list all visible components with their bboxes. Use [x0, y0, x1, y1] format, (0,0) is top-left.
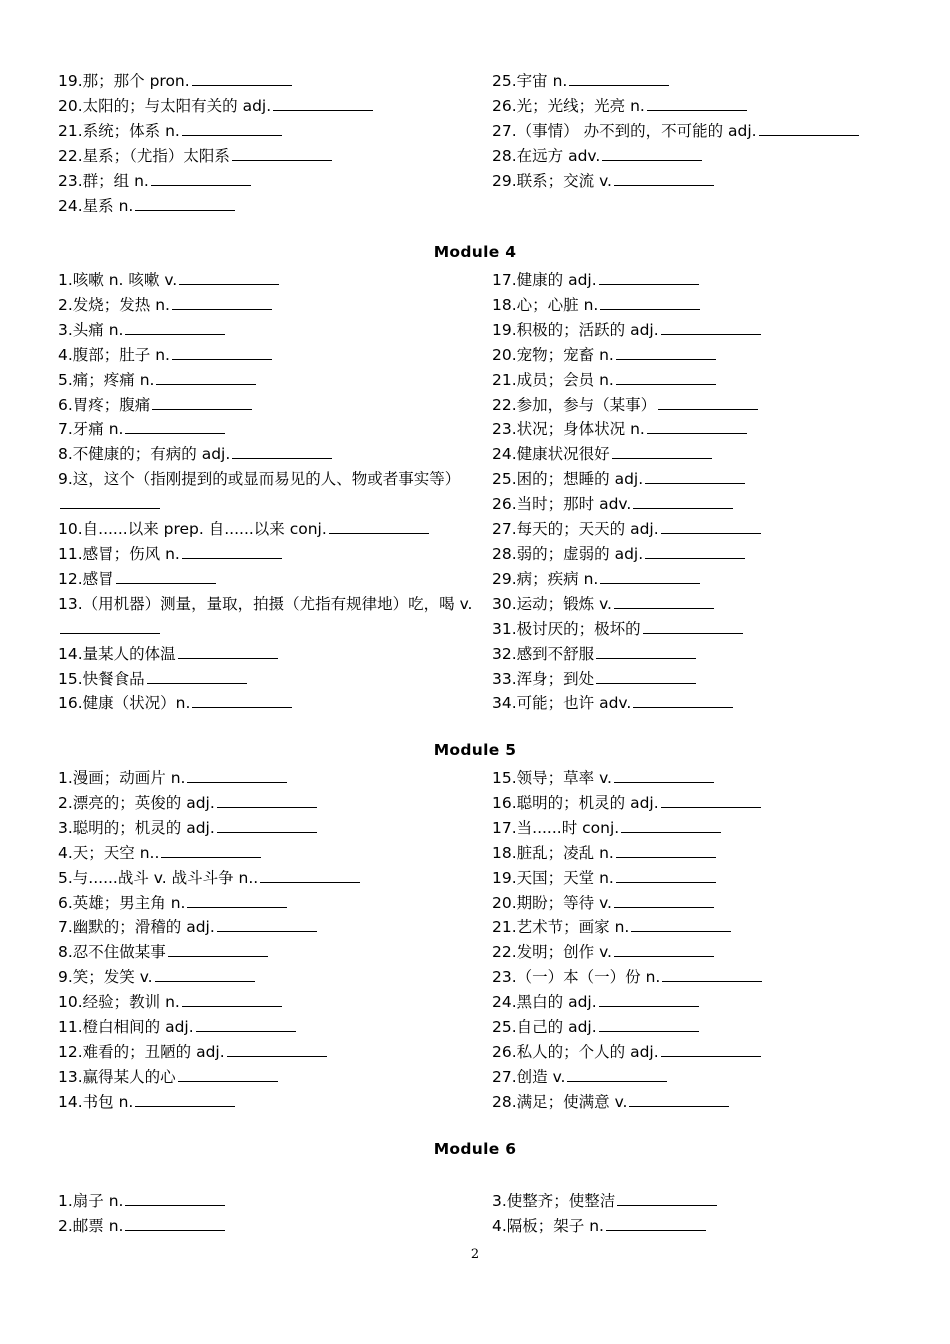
answer-blank[interactable] [227, 1041, 327, 1057]
vocab-item: 12.感冒 [58, 567, 478, 592]
answer-blank[interactable] [647, 418, 747, 434]
vocab-item: 13.（用机器）测量，量取，拍摄（尤指有规律地）吃，喝 v. [58, 592, 478, 642]
vocab-item: 28.弱的；虚弱的 adj. [492, 542, 892, 567]
answer-blank[interactable] [616, 867, 716, 883]
answer-blank[interactable] [182, 543, 282, 559]
vocab-item: 2.发烧；发热 n. [58, 293, 478, 318]
answer-blank[interactable] [633, 692, 733, 708]
vocab-item: 13.赢得某人的心 [58, 1065, 478, 1090]
answer-blank[interactable] [661, 319, 761, 335]
vocab-item: 22.参加，参与（某事） [492, 393, 892, 418]
answer-blank[interactable] [661, 792, 761, 808]
answer-blank[interactable] [661, 518, 761, 534]
module-6-right [492, 1189, 892, 1239]
answer-blank[interactable] [599, 1016, 699, 1032]
answer-blank[interactable] [614, 767, 714, 783]
answer-blank[interactable] [329, 518, 429, 534]
answer-blank[interactable] [567, 1066, 667, 1082]
answer-blank[interactable] [187, 892, 287, 908]
vocab-item: 25.困的；想睡的 adj. [492, 467, 892, 492]
module-6-left [58, 1189, 478, 1239]
vocab-item: 23.状况；身体状况 n. [492, 417, 892, 442]
vocab-item: 29.病；疾病 n. [492, 567, 892, 592]
module-5-left [58, 766, 478, 1115]
answer-blank[interactable] [631, 916, 731, 932]
answer-blank[interactable] [600, 568, 700, 584]
answer-blank[interactable] [60, 493, 160, 509]
vocab-item: 27.创造 v. [492, 1065, 892, 1090]
answer-blank[interactable] [645, 543, 745, 559]
vocab-item: 8.不健康的；有病的 adj. [58, 442, 478, 467]
section-0-right [492, 69, 892, 194]
vocab-item: 3.头痛 n. [58, 318, 478, 343]
answer-blank[interactable] [647, 95, 747, 111]
vocab-item: 21.系统；体系 n. [58, 119, 478, 144]
answer-blank[interactable] [633, 493, 733, 509]
vocab-item: 3.聪明的；机灵的 adj. [58, 816, 478, 841]
answer-blank[interactable] [612, 443, 712, 459]
section-0-left [58, 69, 478, 218]
vocab-item: 18.脏乱；凌乱 n. [492, 841, 892, 866]
vocab-item: 23.（一）本（一）份 n. [492, 965, 892, 990]
answer-blank[interactable] [182, 991, 282, 1007]
vocab-item: 16.聪明的；机灵的 adj. [492, 791, 892, 816]
vocab-item: 26.当时；那时 adv. [492, 492, 892, 517]
module-4-left [58, 268, 478, 716]
vocab-item: 24.星系 n. [58, 194, 478, 219]
answer-blank[interactable] [614, 170, 714, 186]
answer-blank[interactable] [260, 867, 360, 883]
vocab-item: 9.这，这个（指刚提到的或显而易见的人、物或者事实等） [58, 467, 478, 517]
page-number: 2 [470, 1247, 480, 1262]
answer-blank[interactable] [60, 618, 160, 634]
vocab-item: 17.当......时 conj. [492, 816, 892, 841]
vocab-item: 5.与......战斗 v. 战斗斗争 n.. [58, 866, 478, 891]
answer-blank[interactable] [182, 120, 282, 136]
module-heading: Module 4 [433, 243, 517, 261]
vocab-item: 4.隔板；架子 n. [492, 1214, 892, 1239]
vocab-item: 15.领导；草率 v. [492, 766, 892, 791]
answer-blank[interactable] [599, 991, 699, 1007]
vocab-item: 6.胃疼；腹痛 [58, 393, 478, 418]
vocab-item: 4.天；天空 n.. [58, 841, 478, 866]
answer-blank[interactable] [614, 593, 714, 609]
answer-blank[interactable] [616, 842, 716, 858]
vocab-item: 23.群；组 n. [58, 169, 478, 194]
answer-blank[interactable] [273, 95, 373, 111]
vocab-item: 10.经验；教训 n. [58, 990, 478, 1015]
answer-blank[interactable] [621, 817, 721, 833]
vocab-item: 6.英雄；男主角 n. [58, 891, 478, 916]
module-5-right [492, 766, 892, 1115]
vocab-item: 24.健康状况很好 [492, 442, 892, 467]
answer-blank[interactable] [645, 468, 745, 484]
answer-blank[interactable] [156, 369, 256, 385]
answer-blank[interactable] [178, 1066, 278, 1082]
answer-blank[interactable] [643, 618, 743, 634]
vocab-item: 27.每天的；天天的 adj. [492, 517, 892, 542]
vocab-item: 14.量某人的体温 [58, 642, 478, 667]
vocab-item: 26.光；光线；光亮 n. [492, 94, 892, 119]
vocab-item: 11.橙白相间的 adj. [58, 1015, 478, 1040]
vocab-item: 30.运动；锻炼 v. [492, 592, 892, 617]
vocab-item: 19.那；那个 pron. [58, 69, 478, 94]
answer-blank[interactable] [172, 294, 272, 310]
answer-blank[interactable] [151, 170, 251, 186]
vocab-item: 9.笑；发笑 v. [58, 965, 478, 990]
vocab-item: 27.（事情） 办不到的，不可能的 adj. [492, 119, 892, 144]
answer-blank[interactable] [155, 966, 255, 982]
vocab-item: 25.宇宙 n. [492, 69, 892, 94]
answer-blank[interactable] [161, 842, 261, 858]
answer-blank[interactable] [135, 195, 235, 211]
answer-blank[interactable] [125, 1190, 225, 1206]
answer-blank[interactable] [178, 643, 278, 659]
answer-blank[interactable] [217, 916, 317, 932]
answer-blank[interactable] [187, 767, 287, 783]
answer-blank[interactable] [596, 643, 696, 659]
answer-blank[interactable] [662, 966, 762, 982]
answer-blank[interactable] [629, 1091, 729, 1107]
vocab-item: 10.自......以来 prep. 自......以来 conj. [58, 517, 478, 542]
vocab-item: 22.发明；创作 v. [492, 940, 892, 965]
answer-blank[interactable] [192, 692, 292, 708]
answer-blank[interactable] [616, 369, 716, 385]
answer-blank[interactable] [116, 568, 216, 584]
vocab-item: 18.心；心脏 n. [492, 293, 892, 318]
answer-blank[interactable] [232, 145, 332, 161]
vocab-item: 15.快餐食品 [58, 667, 478, 692]
module-4-right [492, 268, 892, 716]
vocab-item: 28.在远方 adv. [492, 144, 892, 169]
answer-blank[interactable] [661, 1041, 761, 1057]
answer-blank[interactable] [614, 892, 714, 908]
vocab-item: 20.期盼；等待 v. [492, 891, 892, 916]
answer-blank[interactable] [179, 269, 279, 285]
answer-blank[interactable] [168, 941, 268, 957]
answer-blank[interactable] [599, 269, 699, 285]
vocab-item: 11.感冒；伤风 n. [58, 542, 478, 567]
answer-blank[interactable] [125, 319, 225, 335]
vocab-item: 14.书包 n. [58, 1090, 478, 1115]
answer-blank[interactable] [658, 394, 758, 410]
answer-blank[interactable] [617, 1190, 717, 1206]
answer-blank[interactable] [196, 1016, 296, 1032]
vocab-item: 24.黑白的 adj. [492, 990, 892, 1015]
vocab-item: 19.积极的；活跃的 adj. [492, 318, 892, 343]
vocab-item: 28.满足；使满意 v. [492, 1090, 892, 1115]
vocab-item: 21.艺术节；画家 n. [492, 915, 892, 940]
vocab-item: 2.邮票 n. [58, 1214, 478, 1239]
vocab-item: 22.星系；（尤指）太阳系 [58, 144, 478, 169]
vocab-item: 1.漫画；动画片 n. [58, 766, 478, 791]
answer-blank[interactable] [569, 70, 669, 86]
answer-blank[interactable] [217, 792, 317, 808]
vocab-item: 20.太阳的；与太阳有关的 adj. [58, 94, 478, 119]
answer-blank[interactable] [135, 1091, 235, 1107]
vocab-item: 32.感到不舒服 [492, 642, 892, 667]
vocab-item: 25.自己的 adj. [492, 1015, 892, 1040]
answer-blank[interactable] [614, 941, 714, 957]
answer-blank[interactable] [192, 70, 292, 86]
answer-blank[interactable] [616, 344, 716, 360]
vocab-item: 17.健康的 adj. [492, 268, 892, 293]
vocab-item: 16.健康（状况）n. [58, 691, 478, 716]
answer-blank[interactable] [232, 443, 332, 459]
vocab-item: 1.咳嗽 n. 咳嗽 v. [58, 268, 478, 293]
answer-blank[interactable] [217, 817, 317, 833]
module-heading: Module 6 [433, 1140, 517, 1158]
answer-blank[interactable] [759, 120, 859, 136]
vocab-item: 2.漂亮的；英俊的 adj. [58, 791, 478, 816]
vocab-item: 19.天国；天堂 n. [492, 866, 892, 891]
vocab-item: 26.私人的；个人的 adj. [492, 1040, 892, 1065]
answer-blank[interactable] [152, 394, 252, 410]
vocab-item: 12.难看的；丑陋的 adj. [58, 1040, 478, 1065]
vocab-item: 33.浑身；到处 [492, 667, 892, 692]
answer-blank[interactable] [596, 668, 696, 684]
vocab-item: 29.联系；交流 v. [492, 169, 892, 194]
vocab-item: 20.宠物；宠畜 n. [492, 343, 892, 368]
answer-blank[interactable] [125, 1215, 225, 1231]
vocab-item: 4.腹部；肚子 n. [58, 343, 478, 368]
vocab-item: 21.成员；会员 n. [492, 368, 892, 393]
answer-blank[interactable] [125, 418, 225, 434]
vocab-item: 34.可能；也许 adv. [492, 691, 892, 716]
vocab-item: 31.极讨厌的；极坏的 [492, 617, 892, 642]
vocab-item: 7.幽默的；滑稽的 adj. [58, 915, 478, 940]
answer-blank[interactable] [600, 294, 700, 310]
vocab-item: 7.牙痛 n. [58, 417, 478, 442]
answer-blank[interactable] [172, 344, 272, 360]
vocab-item: 1.扇子 n. [58, 1189, 478, 1214]
answer-blank[interactable] [602, 145, 702, 161]
vocab-item: 3.使整齐；使整洁 [492, 1189, 892, 1214]
answer-blank[interactable] [147, 668, 247, 684]
vocab-item: 5.痛；疼痛 n. [58, 368, 478, 393]
module-heading: Module 5 [433, 741, 517, 759]
vocab-item: 8.忍不住做某事 [58, 940, 478, 965]
answer-blank[interactable] [606, 1215, 706, 1231]
